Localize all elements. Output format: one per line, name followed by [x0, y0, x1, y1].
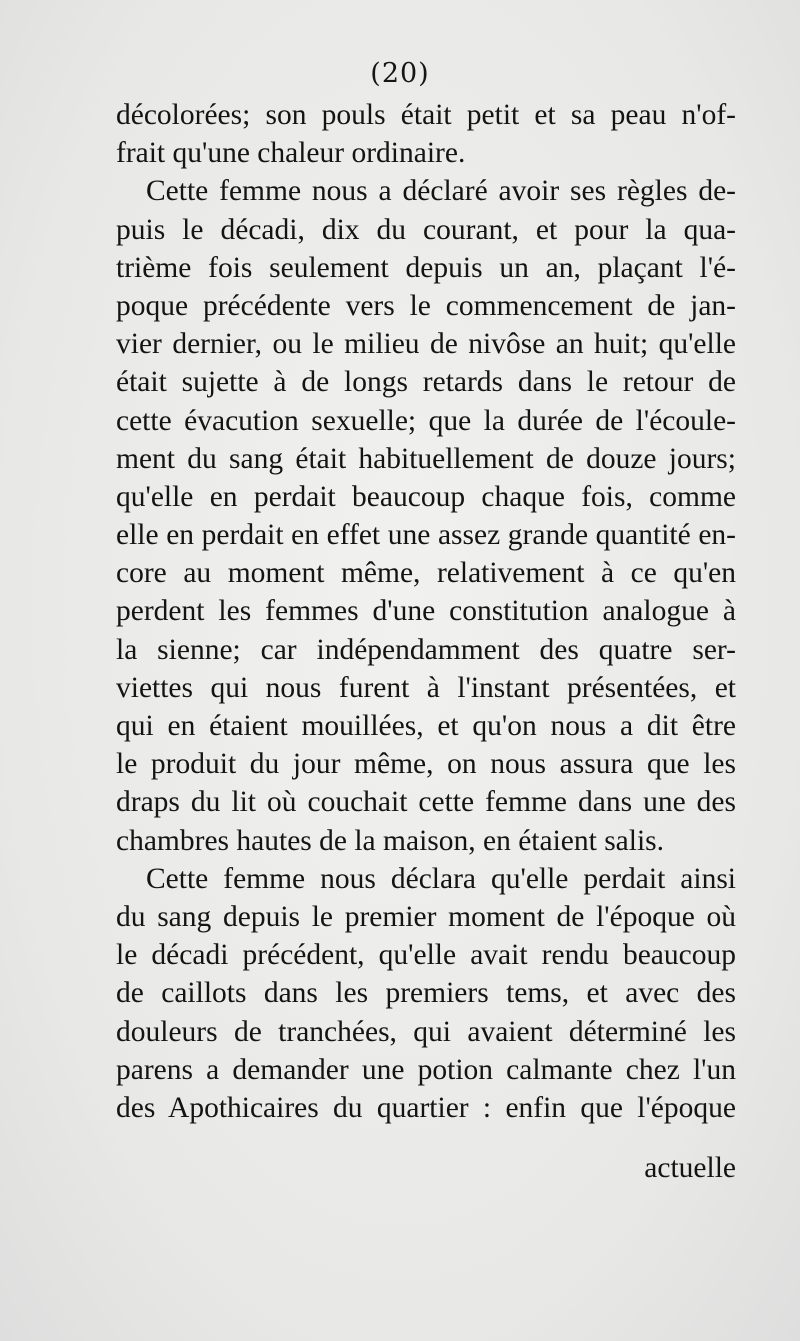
text-line: qu'elle en perdait beaucoup chaque fois, comme [116, 480, 736, 513]
text-line: perdent les femmes d'une constitution analogue à [116, 595, 736, 628]
body-text [116, 96, 736, 1127]
text-line: viettes qui nous furent à l'instant présentées, et [116, 671, 736, 704]
text-line: Cette femme nous a déclaré avoir ses règles de- [146, 175, 736, 208]
text-line: Cette femme nous déclara qu'elle perdait ainsi [146, 862, 736, 895]
text-line: trième fois seulement depuis un an, plaçant l'é- [116, 251, 736, 284]
text-line: le produit du jour même, on nous assura que les [116, 748, 736, 781]
text-line: de caillots dans les premiers tems, et avec des [116, 977, 736, 1010]
text-line: douleurs de tranchées, qui avaient déterminé les [116, 1015, 736, 1048]
text-line: puis le décadi, dix du courant, et pour la qua- [116, 213, 736, 246]
text-line: était sujette à de longs retards dans le retour de [116, 366, 736, 399]
text-line: qui en étaient mouillées, et qu'on nous a dit être [116, 710, 736, 742]
text-line: cette évacution sexuelle; que la durée de l'écoule- [116, 404, 736, 437]
text-line: poque précédente vers le commencement de jan- [116, 289, 736, 322]
text-line: du sang depuis le premier moment de l'époque où [116, 900, 736, 933]
text-line: décolorées; son pouls était petit et sa peau n'of- [116, 99, 736, 131]
text-line: ment du sang était habituellement de douze jours; [116, 442, 736, 475]
text-line: frait qu'une chaleur ordinaire. [116, 137, 466, 170]
text-line: core au moment même, relativement à ce qu'en [116, 557, 736, 590]
text-line: des Apothicaires du quartier : enfin que l'époque [116, 1091, 736, 1124]
text-line: vier dernier, ou le milieu de nivôse an huit; qu'elle [116, 328, 736, 361]
catchword: actuelle [644, 1152, 736, 1184]
text-line: parens a demander une potion calmante chez l'un [116, 1053, 736, 1086]
page-number: (20) [370, 58, 430, 89]
text-line: chambres hautes de la maison, en étaient salis. [116, 824, 665, 857]
text-line: elle en perdait en effet une assez grande quantité en- [116, 519, 736, 552]
text-line: la sienne; car indépendamment des quatre ser- [116, 633, 736, 666]
text-line: le décadi précédent, qu'elle avait rendu beaucoup [116, 939, 736, 972]
text-line: draps du lit où couchait cette femme dans une des [116, 786, 736, 819]
